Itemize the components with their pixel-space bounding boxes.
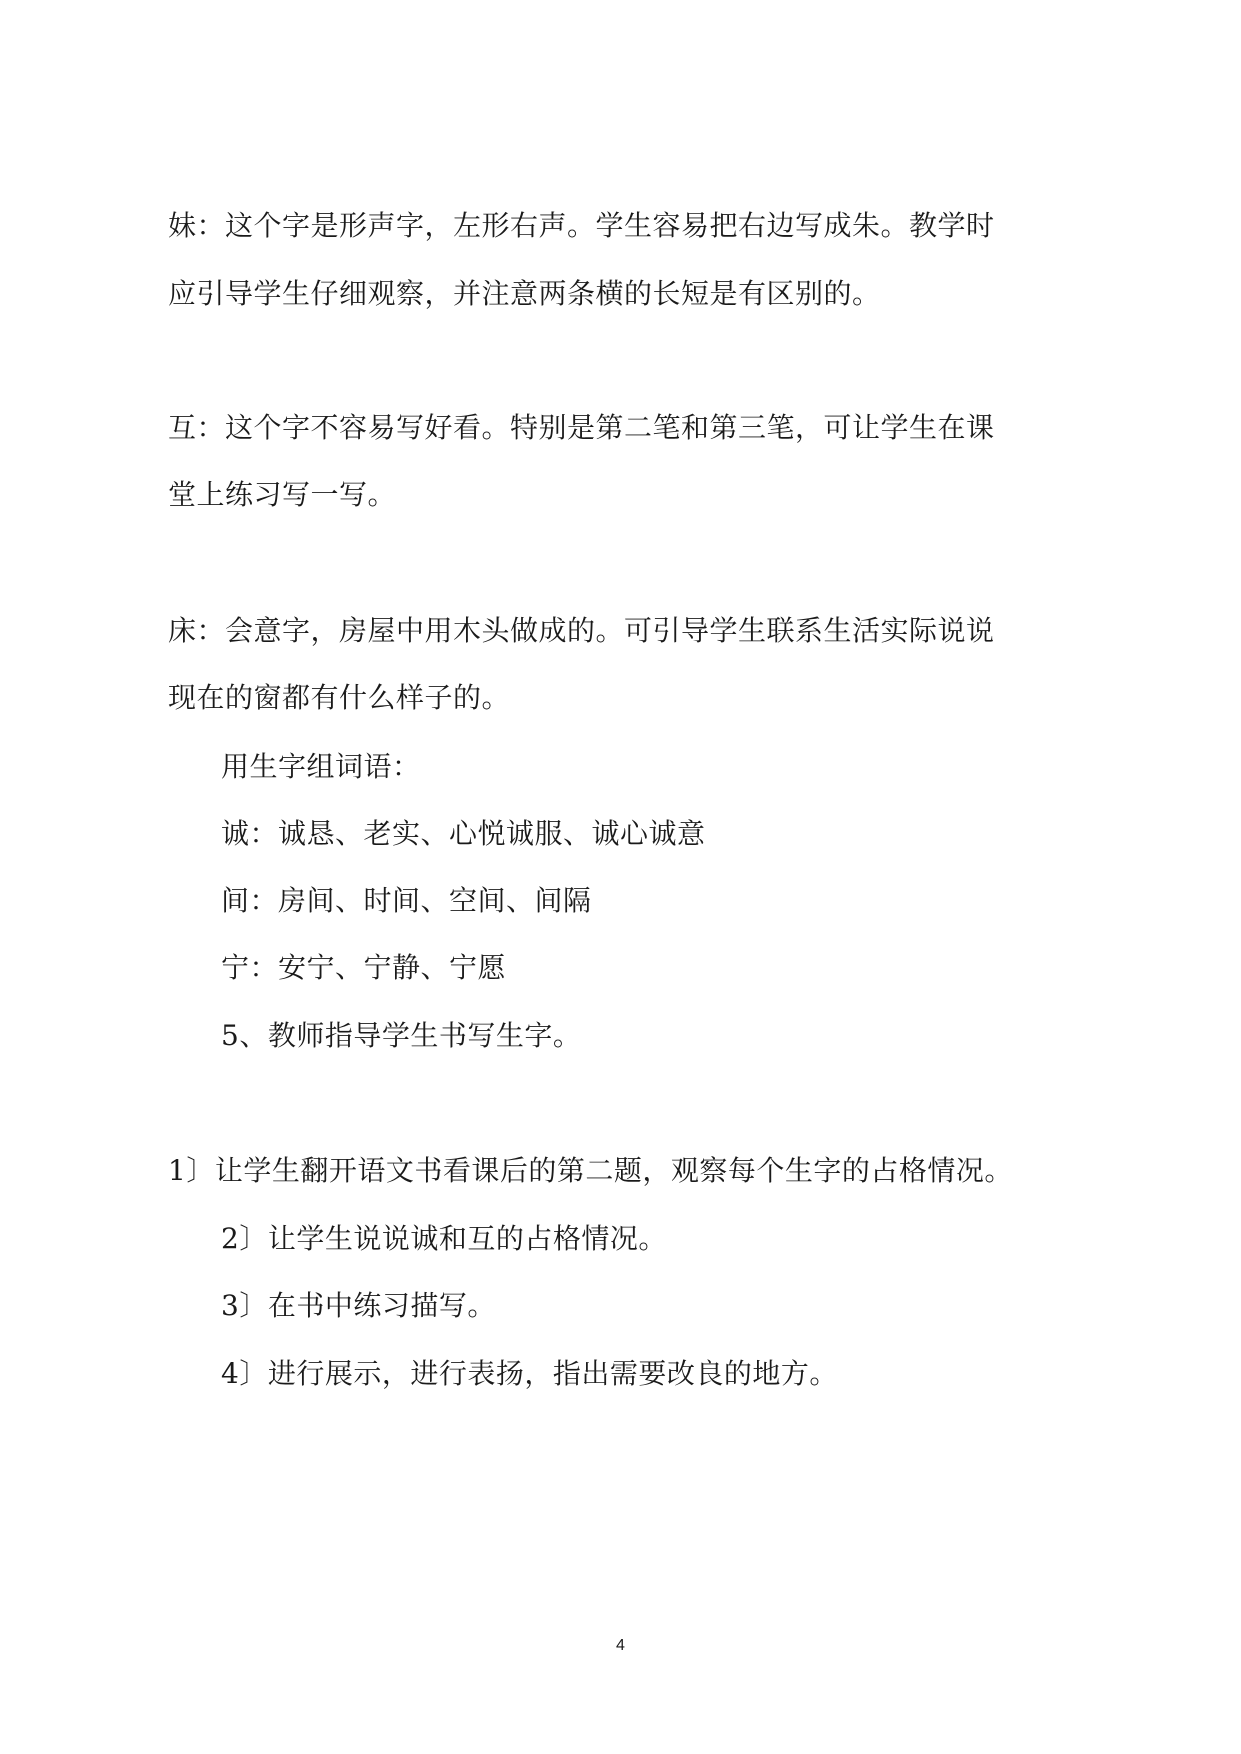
sub-step-3: 3〕在书中练习描写。 — [221, 1289, 496, 1322]
word-building-item-jian: 间：房间、时间、空间、间隔 — [221, 884, 592, 917]
paragraph-chuang-line-1: 床：会意字，房屋中用木头做成的。可引导学生联系生活实际说说 — [168, 614, 995, 647]
word-building-heading: 用生字组词语： — [221, 750, 421, 783]
word-building-item-ning: 宁：安宁、宁静、宁愿 — [221, 951, 507, 984]
paragraph-hu-line-2: 堂上练习写一写。 — [168, 478, 397, 511]
sub-step-1: 1〕让学生翻开语文书看课后的第二题，观察每个生字的占格情况。 — [168, 1154, 1013, 1187]
sub-step-2: 2〕让学生说说诚和互的占格情况。 — [221, 1222, 667, 1255]
sub-step-4: 4〕进行展示，进行表扬，指出需要改良的地方。 — [221, 1357, 838, 1390]
paragraph-mei-line-1: 妹：这个字是形声字，左形右声。学生容易把右边写成朱。教学时 — [168, 209, 995, 242]
paragraph-hu-line-1: 互：这个字不容易写好看。特别是第二笔和第三笔，可让学生在课 — [168, 411, 995, 444]
paragraph-chuang-line-2: 现在的窗都有什么样子的。 — [168, 681, 511, 714]
page-number: 4 — [616, 1637, 625, 1654]
step-5: 5、教师指导学生书写生字。 — [221, 1019, 582, 1052]
paragraph-mei-line-2: 应引导学生仔细观察，并注意两条横的长短是有区别的。 — [168, 277, 881, 310]
word-building-item-cheng: 诚：诚恳、老实、心悦诚服、诚心诚意 — [221, 817, 706, 850]
